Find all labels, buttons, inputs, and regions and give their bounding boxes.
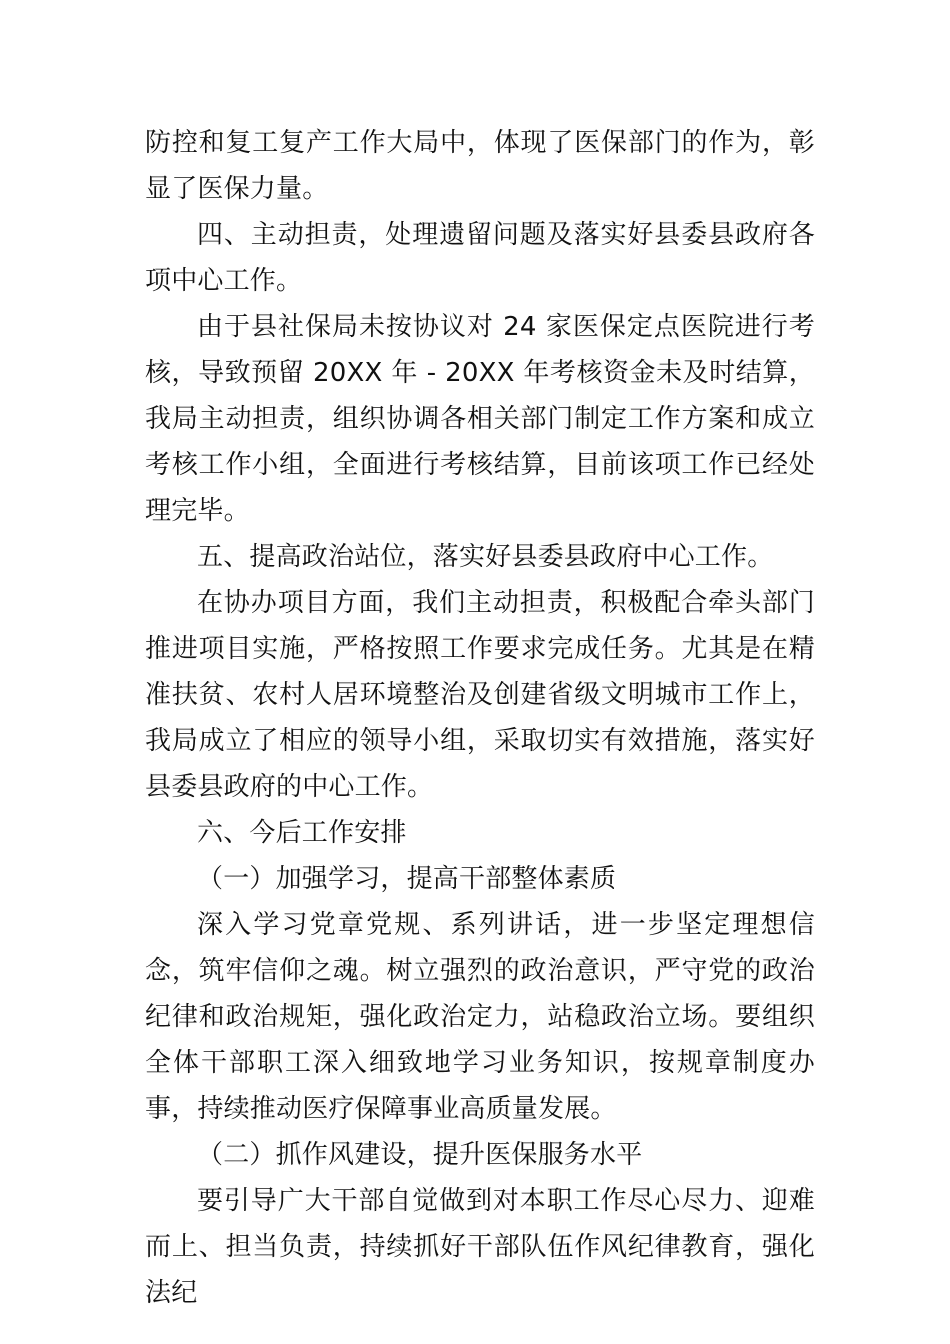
paragraph-assessment: 由于县社保局未按协议对 24 家医保定点医院进行考核，导致预留 20XX 年 - 20XX 年考核资金未及时结算，我局主动担责，组织协调各相关部门制定工作方案和成立考核工作小组，全面进行考核结算，目前该项工作已经处理完毕。	[145, 312, 815, 526]
section-heading-4: 四、主动担责，处理遗留问题及落实好县委县政府各项中心工作。	[145, 220, 815, 296]
section-heading-6: 六、今后工作安排	[197, 818, 407, 848]
subsection-heading-2: （二）抓作风建设，提升医保服务水平	[197, 1140, 643, 1170]
paragraph-projects: 在协办项目方面，我们主动担责，积极配合牵头部门推进项目实施，严格按照工作要求完成任务。尤其是在精准扶贫、农村人居环境整治及创建省级文明城市工作上，我局成立了相应的领导小组，采取切实有效措施，落实好县委县政府的中心工作。	[145, 588, 815, 802]
paragraph-conduct: 要引导广大干部自觉做到对本职工作尽心尽力、迎难而上、担当负责，持续抓好干部队伍作风纪律教育，强化法纪	[145, 1186, 815, 1308]
paragraph-continuation: 防控和复工复产工作大局中，体现了医保部门的作为，彰显了医保力量。	[145, 128, 815, 204]
section-heading-5: 五、提高政治站位，落实好县委县政府中心工作。	[197, 542, 774, 572]
subsection-heading-1: （一）加强学习，提高干部整体素质	[197, 864, 617, 894]
document-body	[145, 120, 815, 1316]
paragraph-study: 深入学习党章党规、系列讲话，进一步坚定理想信念，筑牢信仰之魂。树立强烈的政治意识，严守党的政治纪律和政治规矩，强化政治定力，站稳政治立场。要组织全体干部职工深入细致地学习业务知识，按规章制度办事，持续推动医疗保障事业高质量发展。	[145, 910, 815, 1124]
